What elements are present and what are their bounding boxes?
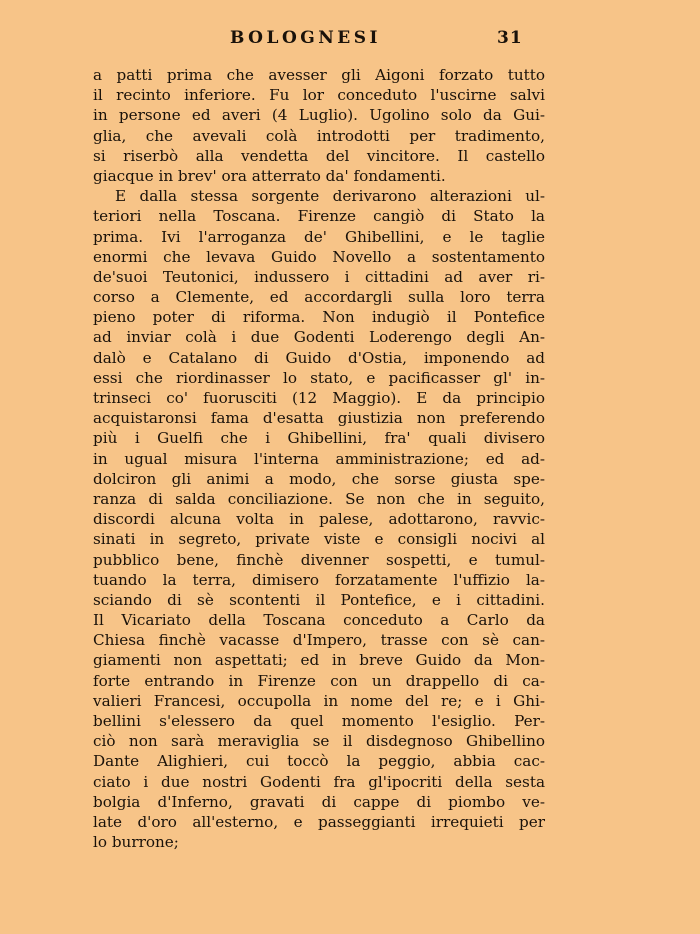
text-line: sinati in segreto, private viste e consigli nocivi al — [93, 530, 545, 549]
text-line: pieno poter di riforma. Non indugiò il Pontefice — [93, 308, 545, 327]
text-line: dalò e Catalano di Guido d'Ostia, imponendo ad — [93, 348, 545, 367]
text-line: essi che riordinasser lo stato, e pacificasser gl' in- — [93, 368, 545, 387]
text-line: Dante Alighieri, cui toccò la peggio, abbia cac- — [93, 752, 545, 771]
text-line: bellini s'elessero da quel momento l'esiglio. Per- — [93, 712, 545, 730]
text-line: pubblico bene, finchè divenner sospetti, e tumul- — [93, 550, 545, 569]
text-line: enormi che levava Guido Novello a sostentamento — [93, 247, 545, 266]
text-line: giamenti non aspettati; ed in breve Guido da Mon- — [93, 651, 545, 670]
running-head-title: BOLOGNESI — [230, 28, 381, 48]
text-line: prima. Ivi l'arroganza de' Ghibellini, e le taglie — [93, 227, 545, 246]
text-line: in ugual misura l'interna amministrazione; ed ad- — [93, 449, 545, 468]
text-line: bolgia d'Inferno, gravati di cappe di piombo ve- — [93, 792, 545, 811]
text-line: a patti prima che avesser gli Aigoni forzato tutto — [93, 66, 545, 84]
text-line: si riserbò alla vendetta del vincitore. Il castello — [93, 146, 545, 165]
text-line: de'suoi Teutonici, indussero i cittadini ad aver ri- — [93, 267, 545, 286]
text-line: ciò non sarà meraviglia se il disdegnoso Ghibellino — [93, 732, 545, 751]
text-line: ciato i due nostri Godenti fra gl'ipocriti della sesta — [93, 772, 545, 791]
text-line: ranza di salda conciliazione. Se non che in seguito, — [93, 489, 545, 508]
text-line: late d'oro all'esterno, e passeggianti irrequieti per — [93, 812, 545, 831]
text-line: corso a Clemente, ed accordargli sulla loro terra — [93, 288, 545, 307]
text-line: trinseci co' fuorusciti (12 Maggio). E da principio — [93, 389, 545, 407]
text-line: il recinto inferiore. Fu lor conceduto l'uscirne salvi — [93, 86, 545, 105]
text-line: acquistaronsi fama d'esatta giustizia non preferendo — [93, 409, 545, 428]
text-line: in persone ed averi (4 Luglio). Ugolino solo da Gui- — [93, 106, 545, 125]
text-line: E dalla stessa sorgente derivarono alterazioni ul- — [115, 187, 545, 206]
text-line: più i Guelfi che i Ghibellini, fra' quali divisero — [93, 429, 545, 448]
body-text — [93, 65, 545, 852]
text-line: tuando la terra, dimisero forzatamente l'uffizio la- — [93, 570, 545, 589]
text-line: Chiesa finchè vacasse d'Impero, trasse con sè can- — [93, 631, 545, 650]
text-line: lo burrone; — [93, 833, 179, 852]
text-line: ad inviar colà i due Godenti Loderengo degli An- — [93, 328, 545, 347]
text-line: discordi alcuna volta in palese, adottarono, ravvic- — [93, 510, 545, 529]
text-line: giacque in brev' ora atterrato da' fondamenti. — [93, 166, 446, 185]
text-line: Il Vicariato della Toscana conceduto a Carlo da — [93, 611, 545, 630]
running-head — [0, 28, 700, 54]
text-line: glia, che avevali colà introdotti per tradimento, — [93, 126, 545, 145]
text-line: dolciron gli animi a modo, che sorse giusta spe- — [93, 469, 545, 488]
text-line: sciando di sè scontenti il Pontefice, e i cittadini. — [93, 590, 545, 609]
text-line: forte entrando in Firenze con un drappello di ca- — [93, 671, 545, 690]
text-line: valieri Francesi, occupolla in nome del re; e i Ghi- — [93, 691, 545, 710]
page-number: 31 — [497, 28, 523, 48]
text-line: teriori nella Toscana. Firenze cangiò di Stato la — [93, 207, 545, 226]
